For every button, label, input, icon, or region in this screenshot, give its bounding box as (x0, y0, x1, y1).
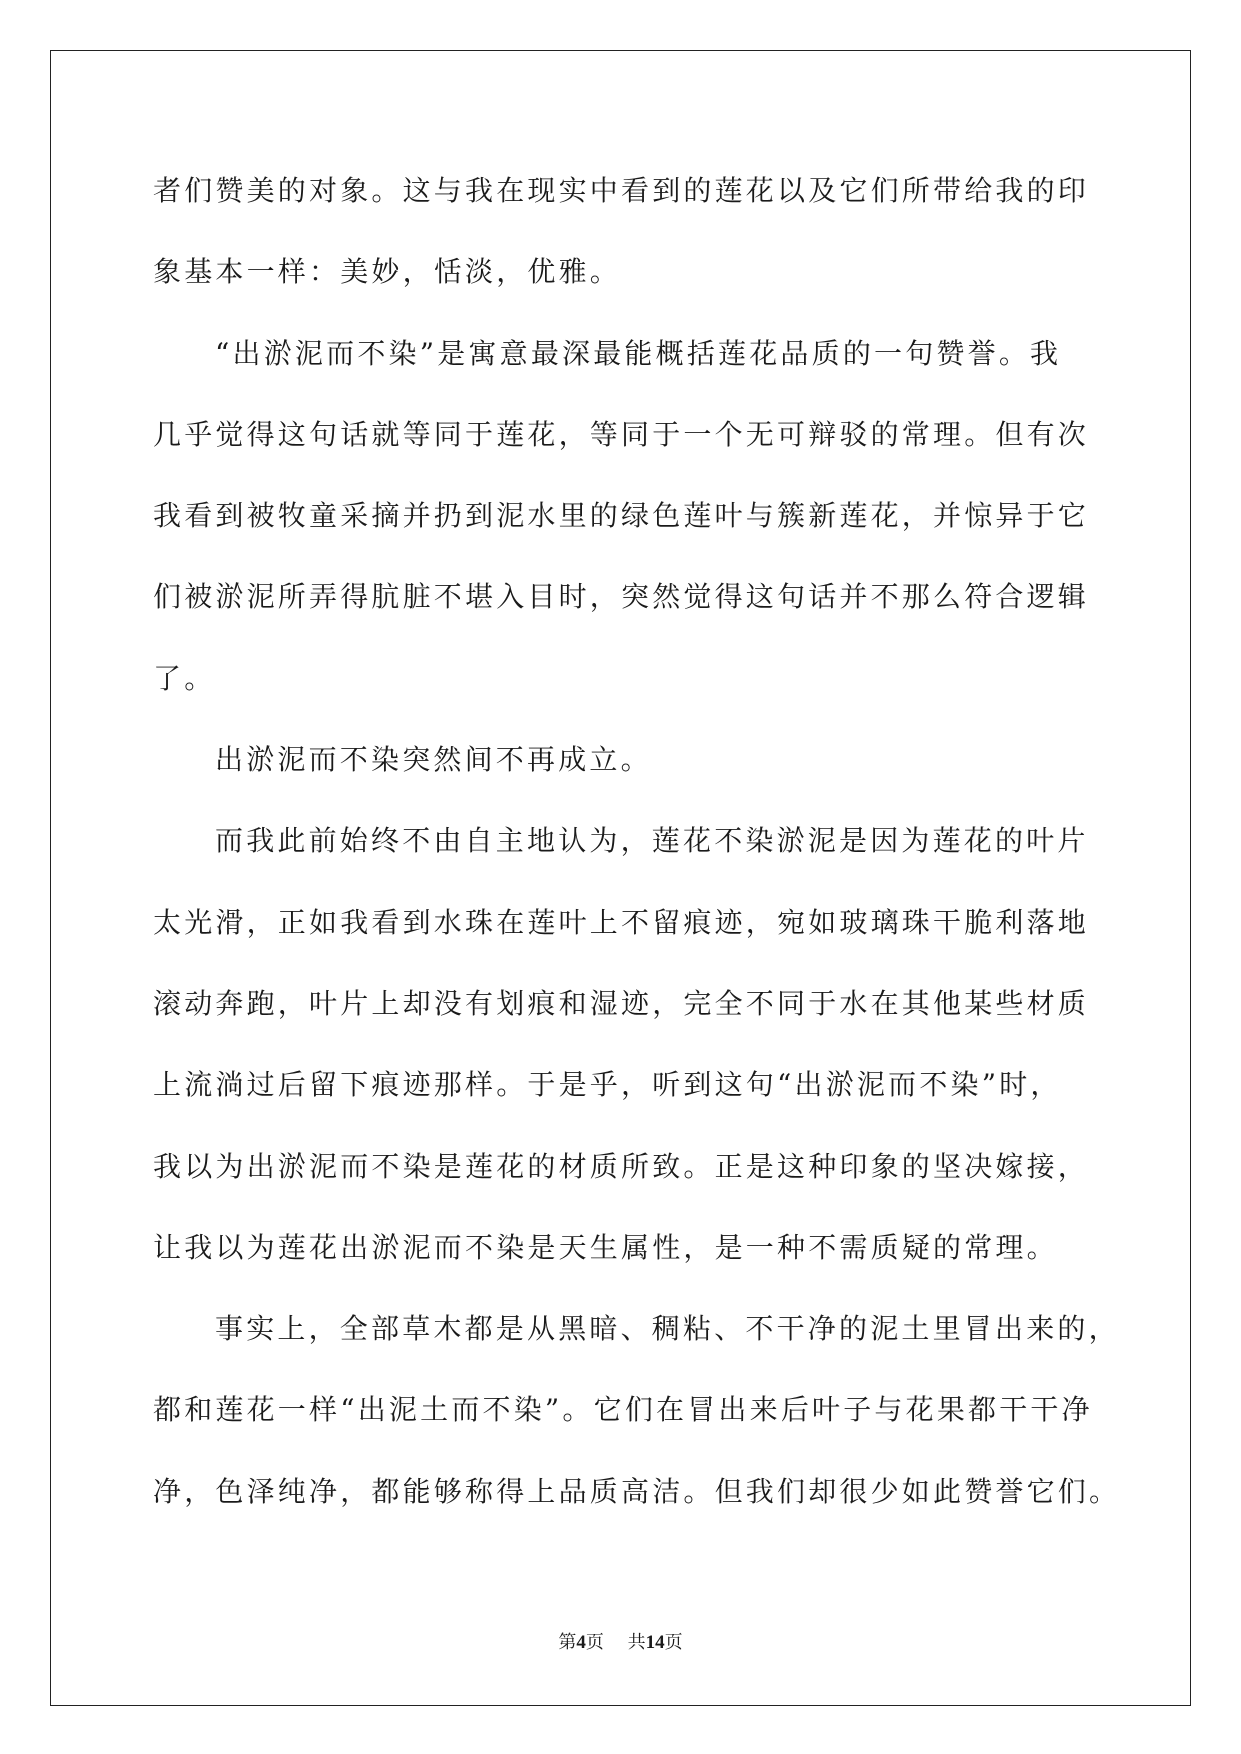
total-prefix: 共 (627, 1632, 646, 1653)
text-line: 事实上，全部草木都是从黑暗、稠粘、不干净的泥土里冒出来的， (215, 1312, 1120, 1346)
page-suffix: 页 (585, 1632, 604, 1653)
total-pages (628, 1632, 683, 1653)
paragraph (153, 150, 1133, 313)
text-line: 几乎觉得这句话就等同于莲花，等同于一个无可辩驳的常理。但有次 (153, 417, 1090, 451)
text-line: 都和莲花一样“出泥土而不染”。它们在冒出来后叶子与花果都干干净 (153, 1393, 1093, 1427)
text-line: 我以为出淤泥而不染是莲花的材质所致。正是这种印象的坚决嫁接， (153, 1149, 1090, 1183)
page-prefix: 第 (558, 1632, 577, 1653)
text-line: 我看到被牧童采摘并扔到泥水里的绿色莲叶与簇新莲花，并惊异于它 (153, 499, 1090, 533)
text-line: 让我以为莲花出淤泥而不染是天生属性，是一种不需质疑的常理。 (153, 1230, 1058, 1264)
current-page-number: 4 (576, 1632, 586, 1653)
text-line: 出淤泥而不染突然间不再成立。 (215, 743, 652, 777)
text-line: 滚动奔跑，叶片上却没有划痕和湿迹，完全不同于水在其他某些材质 (153, 986, 1090, 1020)
paragraph (153, 719, 1133, 800)
text-line: “出淤泥而不染”是寓意最深最能概括莲花品质的一句赞誉。我 (215, 336, 1062, 370)
text-line: 象基本一样：美妙，恬淡，优雅。 (153, 255, 622, 289)
document-body (153, 150, 1133, 1532)
paragraph (153, 800, 1133, 1288)
text-line: 太光滑，正如我看到水珠在莲叶上不留痕迹，宛如玻璃珠干脆利落地 (153, 905, 1090, 939)
total-suffix: 页 (664, 1632, 683, 1653)
paragraph (153, 1288, 1133, 1532)
text-line: 者们赞美的对象。这与我在现实中看到的莲花以及它们所带给我的印 (153, 174, 1090, 207)
total-pages-number: 14 (645, 1632, 665, 1653)
text-line: 了。 (153, 661, 216, 695)
text-line: 上流淌过后留下痕迹那样。于是乎，听到这句“出淤泥而不染”时， (153, 1068, 1062, 1102)
text-line: 们被淤泥所弄得肮脏不堪入目时，突然觉得这句话并不那么符合逻辑 (153, 580, 1090, 614)
paragraph (153, 313, 1133, 719)
page-footer (0, 1630, 1241, 1656)
text-line: 而我此前始终不由自主地认为，莲花不染淤泥是因为莲花的叶片 (215, 824, 1089, 858)
text-line: 净，色泽纯净，都能够称得上品质高洁。但我们却很少如此赞誉它们。 (153, 1474, 1121, 1508)
page-number (558, 1632, 609, 1653)
